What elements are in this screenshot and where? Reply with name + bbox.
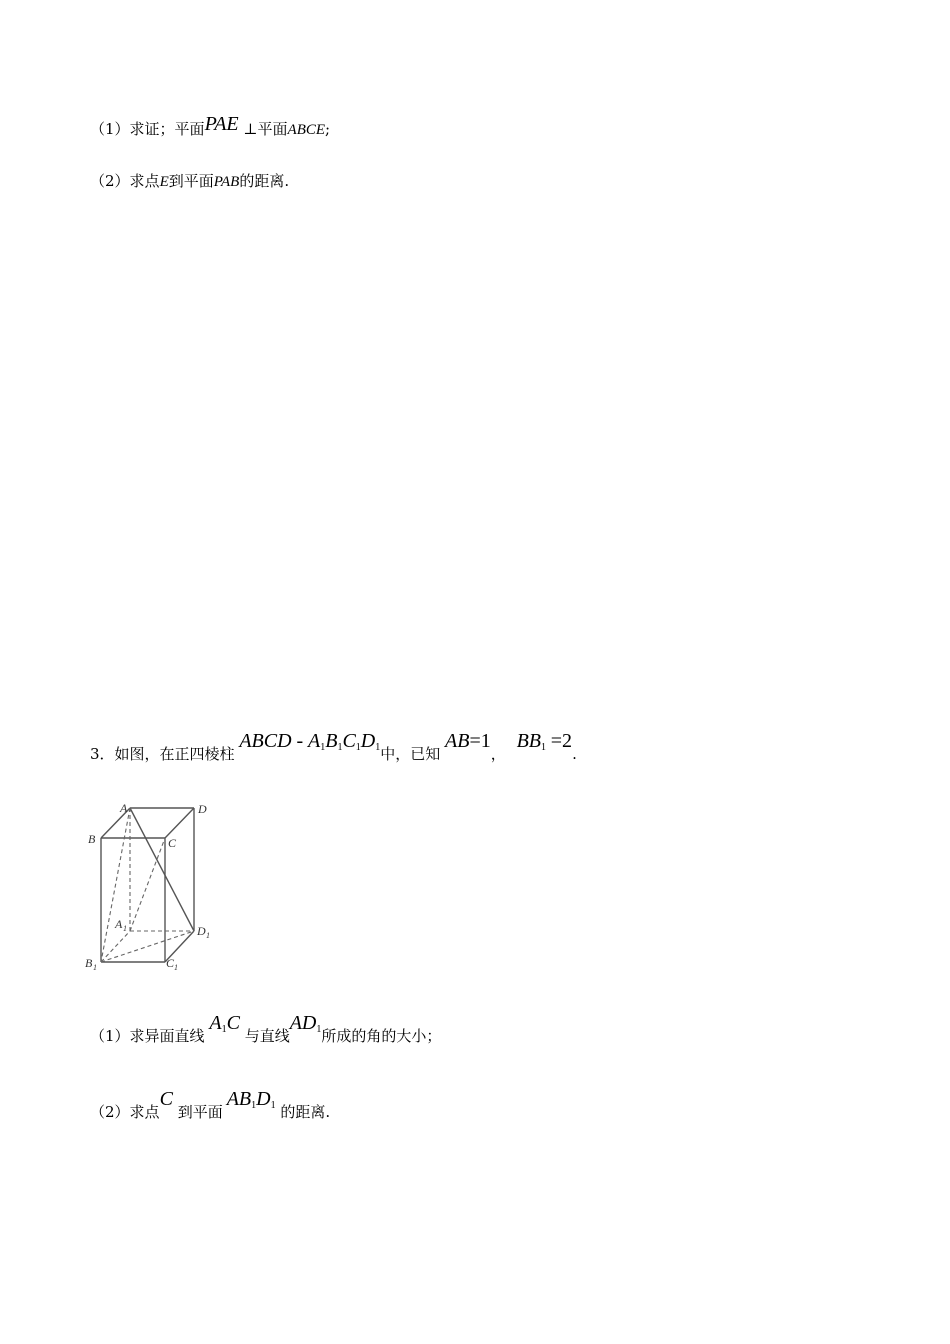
text: 如图，在正四棱柱 [114,745,235,763]
text: 到平面 [168,172,214,190]
q2-part2 [90,170,289,191]
math-C: C [159,1088,173,1110]
text: 平面 [257,120,288,138]
part-number: （2） [90,1103,130,1121]
text: 求点 [129,1103,160,1121]
label-D1: D [197,924,206,938]
comma: ， [490,745,506,763]
math-AB1D1: $AB_1D_1$ [226,1088,276,1111]
label-C1: C [166,956,175,970]
math-ABCE: ABCE [287,122,326,138]
label-B1: B [85,956,93,970]
text: 到平面 [177,1103,223,1121]
math-AD1: $AD_1$ [289,1012,322,1035]
part-number: （2） [90,172,130,190]
perp-symbol: ⊥ [243,120,258,138]
math-prism: ABCD - $A_1B_1C_1D_1$ [239,730,381,753]
math-PAB: PAB [213,174,240,190]
question-number: 3． [90,745,115,763]
svg-text:1: 1 [123,924,127,933]
text: 中，已知 [380,745,441,763]
svg-text:1: 1 [93,963,97,972]
svg-text:1: 1 [206,931,210,940]
text: 的距离. [239,172,290,190]
math-A1C: $A_1C$ [209,1012,240,1035]
label-A1: A [115,917,123,931]
part-number: （1） [90,120,130,138]
text: 所成的角的大小； [321,1027,442,1045]
label-D: D [198,802,207,816]
q3-part2 [90,1088,331,1123]
text: ; [325,120,331,138]
math-E: E [159,174,169,190]
q2-part1 [90,113,331,140]
label-B: B [88,832,96,846]
label-A: A [120,801,128,815]
text: 与直线 [244,1027,290,1045]
math-AB-eq: AB=1 [445,730,491,752]
text: 求异面直线 [129,1027,205,1045]
prism-figure [84,800,224,975]
label-C: C [168,836,177,850]
text: 求证；平面 [129,120,205,138]
q3-part1 [90,1012,442,1047]
math-PAE: PAE [204,113,239,135]
text: 求点 [129,172,160,190]
svg-text:1: 1 [174,963,178,972]
math-BB1-eq: $BB_1 =2$ [516,730,573,753]
text: 的距离. [280,1103,331,1121]
q3-stem [90,730,577,765]
part-number: （1） [90,1027,130,1045]
period: . [572,745,577,763]
